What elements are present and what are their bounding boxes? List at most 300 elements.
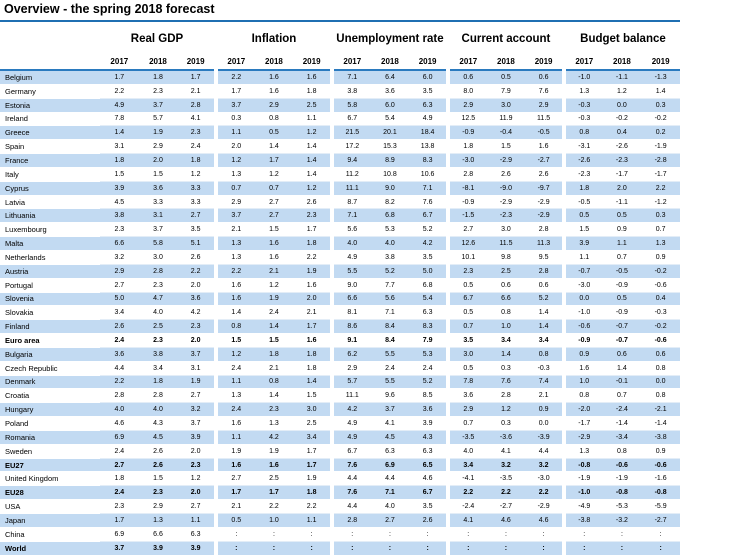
table-cell: 2.9 [216, 195, 255, 209]
table-cell: -3.5 [487, 472, 526, 486]
table-cell: 3.9 [139, 541, 178, 555]
table-cell: : [603, 527, 642, 541]
table-cell: 3.0 [293, 403, 332, 417]
table-cell: -0.4 [487, 126, 526, 140]
table-cell: 4.9 [409, 112, 448, 126]
table-cell: 5.2 [409, 375, 448, 389]
table-cell: 18.4 [409, 126, 448, 140]
table-row [0, 264, 680, 278]
table-cell: 1.9 [293, 264, 332, 278]
table-cell: 4.0 [371, 500, 410, 514]
table-cell: 2.0 [177, 278, 216, 292]
table-cell: 6.6 [332, 292, 371, 306]
table-cell: 3.5 [409, 250, 448, 264]
table-row [0, 527, 680, 541]
table-cell: 3.7 [100, 541, 139, 555]
table-cell: 3.5 [409, 84, 448, 98]
table-cell: 4.0 [371, 237, 410, 251]
table-cell: 2.2 [641, 181, 680, 195]
table-cell: 0.5 [448, 306, 487, 320]
row-label: EU27 [0, 458, 100, 472]
table-cell: 5.5 [371, 347, 410, 361]
table-cell: 9.4 [332, 154, 371, 168]
table-cell: 2.9 [255, 98, 294, 112]
table-cell: 1.1 [293, 112, 332, 126]
table-cell: -3.4 [603, 430, 642, 444]
table-cell: 1.6 [255, 250, 294, 264]
table-cell: : [448, 527, 487, 541]
table-cell: 3.4 [139, 361, 178, 375]
table-cell: 4.4 [100, 361, 139, 375]
table-cell: 11.3 [525, 237, 564, 251]
table-cell: 3.9 [100, 181, 139, 195]
table-cell: 2.9 [139, 500, 178, 514]
row-label: Italy [0, 167, 100, 181]
table-cell: 1.6 [255, 458, 294, 472]
table-cell: 2.2 [216, 264, 255, 278]
table-cell: 1.6 [216, 417, 255, 431]
table-cell: 8.1 [332, 306, 371, 320]
table-cell: 1.2 [293, 181, 332, 195]
table-cell: 0.8 [487, 306, 526, 320]
table-cell: 4.9 [332, 430, 371, 444]
table-cell: 1.5 [216, 334, 255, 348]
row-label: Greece [0, 126, 100, 140]
forecast-table [0, 24, 680, 556]
table-row [0, 237, 680, 251]
table-cell: 3.0 [487, 223, 526, 237]
table-cell: 2.7 [255, 209, 294, 223]
table-cell: 2.7 [448, 223, 487, 237]
table-row [0, 417, 680, 431]
year-header: 2017 [332, 54, 371, 70]
table-cell: 4.0 [332, 237, 371, 251]
table-cell: 5.7 [139, 112, 178, 126]
table-cell: -1.7 [641, 167, 680, 181]
table-cell: 0.8 [603, 444, 642, 458]
table-cell: 1.8 [448, 140, 487, 154]
row-label: Latvia [0, 195, 100, 209]
table-cell: 1.8 [293, 84, 332, 98]
table-cell: : [603, 541, 642, 555]
table-cell: 0.8 [255, 375, 294, 389]
table-cell: 7.8 [100, 112, 139, 126]
table-cell: 2.0 [177, 444, 216, 458]
table-cell: -2.4 [603, 403, 642, 417]
table-cell: 8.3 [409, 154, 448, 168]
table-cell: 5.0 [100, 292, 139, 306]
table-cell: -2.9 [525, 209, 564, 223]
table-cell: 2.0 [139, 154, 178, 168]
table-cell: : [641, 527, 680, 541]
table-cell: 0.8 [216, 320, 255, 334]
row-label: Belgium [0, 70, 100, 84]
table-cell: 3.6 [448, 389, 487, 403]
table-row [0, 444, 680, 458]
table-cell: 6.7 [409, 486, 448, 500]
table-cell: 0.5 [448, 361, 487, 375]
table-cell: 3.3 [177, 181, 216, 195]
table-cell: 4.4 [525, 444, 564, 458]
table-row [0, 167, 680, 181]
table-cell: 6.6 [100, 237, 139, 251]
table-cell: -5.3 [603, 500, 642, 514]
table-cell: 4.1 [448, 514, 487, 528]
table-cell: 4.6 [487, 514, 526, 528]
table-cell: 6.9 [100, 527, 139, 541]
table-cell: 4.0 [139, 403, 178, 417]
table-cell: 7.6 [332, 486, 371, 500]
table-cell: 0.0 [564, 292, 603, 306]
table-cell: 3.9 [177, 541, 216, 555]
table-cell: 1.2 [255, 278, 294, 292]
row-label: Germany [0, 84, 100, 98]
table-cell: 5.5 [332, 264, 371, 278]
row-label: Denmark [0, 375, 100, 389]
table-cell: 6.9 [100, 430, 139, 444]
table-cell: 6.7 [448, 292, 487, 306]
table-row [0, 70, 680, 84]
table-cell: 5.8 [139, 237, 178, 251]
table-cell: 0.8 [525, 347, 564, 361]
table-cell: -1.7 [564, 417, 603, 431]
table-cell: 2.3 [139, 278, 178, 292]
table-cell: -1.9 [603, 472, 642, 486]
table-cell: -1.4 [641, 417, 680, 431]
table-cell: -1.4 [603, 417, 642, 431]
table-cell: 5.6 [332, 223, 371, 237]
table-cell: -0.2 [641, 112, 680, 126]
table-cell: 1.7 [293, 444, 332, 458]
table-cell: 4.0 [448, 444, 487, 458]
table-cell: 3.4 [293, 430, 332, 444]
table-cell: -2.9 [487, 154, 526, 168]
table-cell: 1.3 [564, 84, 603, 98]
table-cell: 0.6 [641, 347, 680, 361]
table-cell: 1.7 [100, 514, 139, 528]
table-row [0, 403, 680, 417]
table-cell: 4.1 [177, 112, 216, 126]
table-cell: 2.7 [100, 278, 139, 292]
table-cell: 3.7 [216, 98, 255, 112]
table-cell: 2.4 [255, 306, 294, 320]
table-cell: -0.9 [603, 278, 642, 292]
table-cell: 3.8 [100, 209, 139, 223]
table-cell: 0.3 [487, 417, 526, 431]
table-cell: 7.1 [371, 486, 410, 500]
row-label: Slovenia [0, 292, 100, 306]
table-cell: 0.5 [216, 514, 255, 528]
table-cell: 13.8 [409, 140, 448, 154]
table-cell: 21.5 [332, 126, 371, 140]
table-cell: -4.1 [448, 472, 487, 486]
table-cell: 1.0 [255, 514, 294, 528]
table-cell: 4.7 [139, 292, 178, 306]
table-cell: 3.1 [139, 209, 178, 223]
table-cell: 2.4 [177, 140, 216, 154]
table-cell: -0.5 [525, 126, 564, 140]
row-label: USA [0, 500, 100, 514]
table-cell: -2.9 [525, 195, 564, 209]
table-cell: 1.6 [255, 237, 294, 251]
table-cell: 2.4 [371, 361, 410, 375]
table-cell: 4.3 [139, 417, 178, 431]
table-cell: 6.3 [371, 444, 410, 458]
table-cell: 10.8 [371, 167, 410, 181]
table-cell: 4.5 [100, 195, 139, 209]
table-cell: 2.9 [139, 140, 178, 154]
table-cell: 6.7 [332, 112, 371, 126]
table-cell: 1.3 [216, 167, 255, 181]
table-cell: 9.8 [487, 250, 526, 264]
table-cell: -1.0 [564, 70, 603, 84]
table-cell: -1.3 [641, 70, 680, 84]
table-cell: 7.1 [332, 209, 371, 223]
table-cell: 9.5 [525, 250, 564, 264]
table-cell: 4.2 [255, 430, 294, 444]
table-cell: 0.6 [525, 278, 564, 292]
row-label: China [0, 527, 100, 541]
table-cell: 7.1 [371, 306, 410, 320]
table-cell: 1.4 [293, 154, 332, 168]
table-cell: 2.1 [255, 264, 294, 278]
table-row [0, 306, 680, 320]
table-cell: 1.9 [255, 292, 294, 306]
table-cell: -2.4 [448, 500, 487, 514]
table-cell: 5.6 [371, 292, 410, 306]
table-cell: 2.9 [448, 403, 487, 417]
table-cell: 4.9 [100, 98, 139, 112]
group-header-inflation: Inflation [216, 24, 332, 54]
table-cell: 1.7 [255, 486, 294, 500]
table-cell: 3.8 [139, 347, 178, 361]
table-cell: -0.8 [564, 458, 603, 472]
table-cell: 4.6 [100, 417, 139, 431]
table-cell: 0.9 [564, 347, 603, 361]
table-cell: 1.2 [255, 167, 294, 181]
table-cell: 1.6 [216, 292, 255, 306]
table-cell: 1.6 [564, 361, 603, 375]
table-cell: 1.3 [641, 237, 680, 251]
row-label: Portugal [0, 278, 100, 292]
table-row [0, 209, 680, 223]
table-cell: -1.1 [603, 70, 642, 84]
corner-cell [0, 24, 100, 54]
table-row [0, 472, 680, 486]
table-cell: 1.9 [177, 375, 216, 389]
table-cell: 2.3 [139, 84, 178, 98]
table-cell: 1.4 [487, 347, 526, 361]
table-cell: 20.1 [371, 126, 410, 140]
table-cell: 1.6 [255, 70, 294, 84]
table-row [0, 181, 680, 195]
group-header-row [0, 24, 680, 54]
table-cell: -0.6 [641, 458, 680, 472]
table-cell: -0.8 [603, 486, 642, 500]
table-cell: 5.3 [371, 223, 410, 237]
table-cell: 3.0 [487, 98, 526, 112]
table-cell: 5.2 [371, 264, 410, 278]
table-cell: -1.7 [603, 167, 642, 181]
table-cell: 2.4 [216, 403, 255, 417]
table-cell: 7.6 [332, 458, 371, 472]
table-cell: 2.8 [332, 514, 371, 528]
table-cell: 4.1 [487, 444, 526, 458]
table-cell: 1.1 [603, 237, 642, 251]
table-cell: 7.1 [332, 70, 371, 84]
table-cell: 2.5 [255, 472, 294, 486]
table-cell: 2.4 [216, 361, 255, 375]
table-cell: 0.7 [216, 181, 255, 195]
table-cell: 6.3 [409, 444, 448, 458]
table-cell: 1.8 [293, 237, 332, 251]
table-cell: 2.3 [177, 458, 216, 472]
table-cell: 11.5 [525, 112, 564, 126]
table-cell: 5.3 [409, 347, 448, 361]
table-cell: 1.9 [216, 444, 255, 458]
row-label: Hungary [0, 403, 100, 417]
table-cell: 6.6 [487, 292, 526, 306]
table-cell: 6.2 [332, 347, 371, 361]
table-cell: : [255, 541, 294, 555]
table-cell: 0.7 [603, 250, 642, 264]
table-cell: 6.3 [409, 98, 448, 112]
table-cell: 5.7 [332, 375, 371, 389]
table-row [0, 98, 680, 112]
table-cell: 0.7 [603, 389, 642, 403]
table-cell: 11.5 [487, 237, 526, 251]
table-cell: 2.2 [293, 500, 332, 514]
table-cell: 1.4 [525, 320, 564, 334]
table-cell: 2.7 [216, 472, 255, 486]
table-cell: 10.1 [448, 250, 487, 264]
table-cell: 1.3 [216, 237, 255, 251]
year-header: 2017 [216, 54, 255, 70]
table-cell: 11.2 [332, 167, 371, 181]
table-cell: -0.9 [448, 126, 487, 140]
table-cell: 9.0 [371, 181, 410, 195]
table-cell: 0.8 [564, 126, 603, 140]
table-cell: 7.4 [525, 375, 564, 389]
table-cell: 0.0 [525, 417, 564, 431]
table-cell: 7.9 [409, 334, 448, 348]
table-cell: 1.9 [293, 472, 332, 486]
table-cell: 3.7 [177, 347, 216, 361]
table-cell: 6.5 [409, 458, 448, 472]
table-cell: 5.4 [409, 292, 448, 306]
table-cell: 0.8 [641, 389, 680, 403]
table-row [0, 541, 680, 555]
year-header: 2017 [448, 54, 487, 70]
table-cell: 3.7 [177, 417, 216, 431]
table-cell: -2.3 [487, 209, 526, 223]
table-cell: 1.7 [255, 154, 294, 168]
table-cell: 4.4 [332, 500, 371, 514]
table-cell: 6.6 [139, 527, 178, 541]
table-cell: 2.7 [100, 458, 139, 472]
table-cell: -1.5 [448, 209, 487, 223]
table-cell: 2.6 [487, 167, 526, 181]
table-cell: 8.4 [371, 334, 410, 348]
table-cell: 4.2 [409, 237, 448, 251]
table-cell: -3.1 [564, 140, 603, 154]
table-cell: : [216, 527, 255, 541]
table-row [0, 126, 680, 140]
table-cell: 0.3 [641, 98, 680, 112]
year-header: 2019 [525, 54, 564, 70]
table-cell: 3.9 [409, 417, 448, 431]
table-cell: 0.6 [603, 347, 642, 361]
table-cell: -3.8 [564, 514, 603, 528]
table-cell: 1.8 [177, 154, 216, 168]
table-cell: 1.8 [100, 472, 139, 486]
table-cell: -0.5 [564, 195, 603, 209]
table-cell: 8.0 [448, 84, 487, 98]
table-cell: 0.8 [255, 112, 294, 126]
table-cell: 2.6 [409, 514, 448, 528]
row-label: Cyprus [0, 181, 100, 195]
table-cell: -2.0 [564, 403, 603, 417]
table-cell: -0.6 [641, 334, 680, 348]
table-cell: 4.0 [100, 403, 139, 417]
table-cell: 2.8 [139, 389, 178, 403]
table-cell: -1.9 [564, 472, 603, 486]
table-cell: 0.5 [255, 126, 294, 140]
table-cell: 1.7 [216, 486, 255, 500]
year-header: 2017 [100, 54, 139, 70]
table-cell: 3.5 [177, 223, 216, 237]
table-cell: 2.9 [332, 361, 371, 375]
table-cell: 2.3 [100, 223, 139, 237]
table-cell: -0.3 [564, 98, 603, 112]
table-cell: 1.4 [216, 306, 255, 320]
table-cell: 8.2 [371, 195, 410, 209]
page-title: Overview - the spring 2018 forecast [4, 2, 215, 16]
table-cell: 2.8 [448, 167, 487, 181]
table-cell: 2.6 [177, 250, 216, 264]
table-cell: 0.3 [641, 209, 680, 223]
table-cell: 0.7 [255, 181, 294, 195]
table-cell: 0.9 [641, 444, 680, 458]
table-cell: 1.8 [293, 486, 332, 500]
row-label: Slovakia [0, 306, 100, 320]
table-cell: 2.9 [100, 264, 139, 278]
table-cell: 3.2 [177, 403, 216, 417]
table-cell: 2.3 [293, 209, 332, 223]
table-cell: 0.4 [641, 292, 680, 306]
table-cell: 1.7 [100, 70, 139, 84]
table-cell: 3.4 [448, 458, 487, 472]
table-cell: -9.0 [487, 181, 526, 195]
table-cell: -3.0 [525, 472, 564, 486]
group-header-unemployment: Unemployment rate [332, 24, 448, 54]
year-header: 2018 [603, 54, 642, 70]
table-cell: 1.0 [487, 320, 526, 334]
table-cell: 6.9 [371, 458, 410, 472]
table-cell: 6.3 [177, 527, 216, 541]
table-cell: 2.4 [409, 361, 448, 375]
table-cell: : [487, 541, 526, 555]
table-cell: -1.9 [641, 140, 680, 154]
table-cell: 1.4 [525, 306, 564, 320]
table-cell: 1.1 [216, 430, 255, 444]
table-cell: 2.4 [100, 334, 139, 348]
year-header: 2019 [641, 54, 680, 70]
table-cell: 1.2 [487, 403, 526, 417]
table-row [0, 84, 680, 98]
table-cell: 2.3 [100, 500, 139, 514]
table-cell: 3.4 [487, 334, 526, 348]
